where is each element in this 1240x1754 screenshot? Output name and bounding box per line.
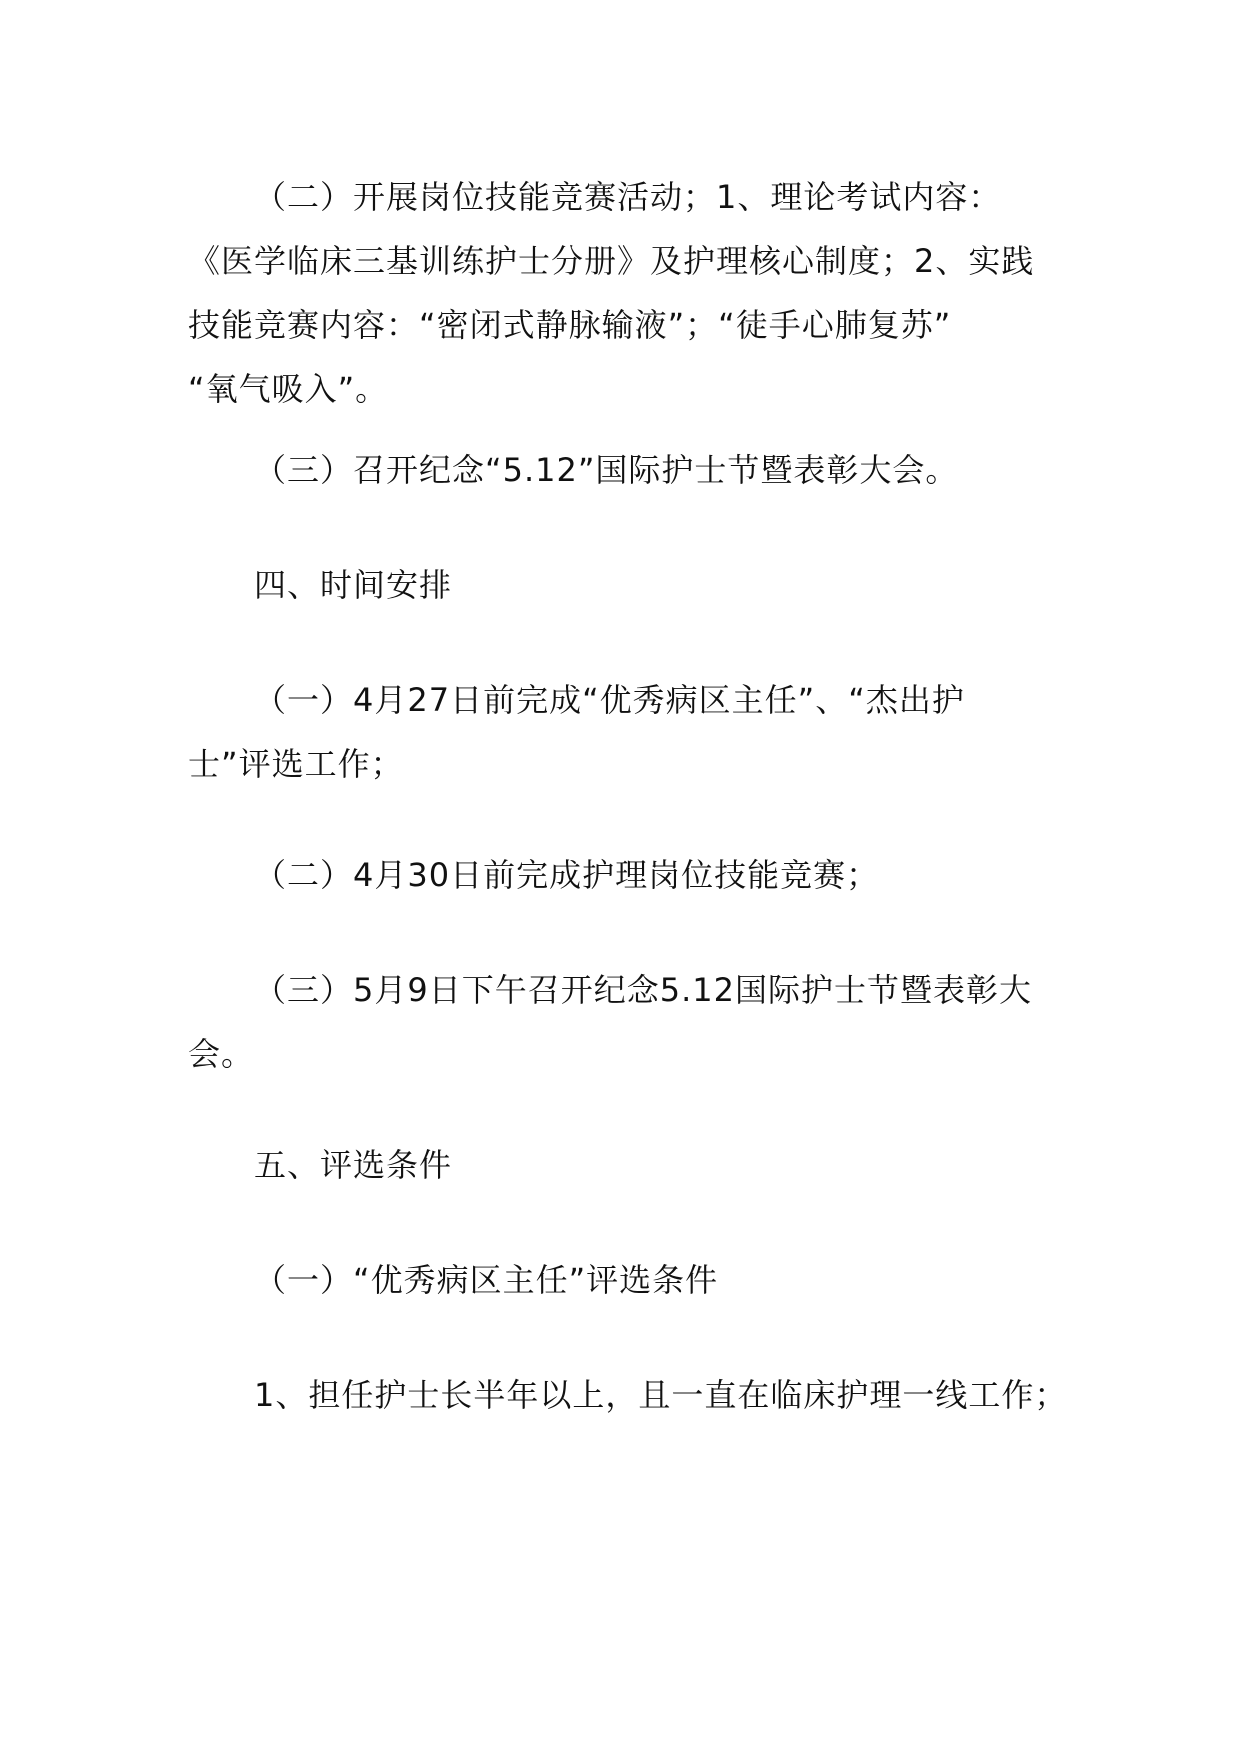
section-heading-criteria (188, 1133, 1058, 1197)
text-line: 《医学临床三基训练护士分册》及护理核心制度；2、实践 (188, 242, 1035, 280)
text-line: （二）开展岗位技能竞赛活动；1、理论考试内容： (254, 178, 1002, 216)
section-heading-schedule (188, 553, 1058, 617)
paragraph-schedule-2 (188, 843, 1058, 907)
paragraph-commemoration (188, 438, 1058, 502)
text-line: （三）召开纪念“5.12”国际护士节暨表彰大会。 (254, 451, 959, 489)
text-line: 会。 (188, 1035, 255, 1073)
paragraph-schedule-3 (188, 958, 1058, 1086)
criteria-item-1 (188, 1363, 1068, 1427)
text-line: （三）5月9日下午召开纪念5.12国际护士节暨表彰大 (254, 971, 1032, 1009)
text-line: 五、评选条件 (254, 1146, 453, 1184)
text-line: “氧气吸入”。 (188, 370, 389, 408)
text-line: 1、担任护士长半年以上，且一直在临床护理一线工作； (254, 1376, 1068, 1414)
paragraph-skill-competition (188, 165, 1058, 421)
text-line: （一）4月27日前完成“优秀病区主任”、“杰出护 (254, 681, 965, 719)
subheading-excellent-ward-director (188, 1248, 1058, 1312)
text-line: （二）4月30日前完成护理岗位技能竞赛； (254, 856, 880, 894)
paragraph-schedule-1 (188, 668, 1058, 796)
text-line: 士”评选工作； (188, 745, 404, 783)
text-line: （一）“优秀病区主任”评选条件 (254, 1261, 719, 1299)
text-line: 技能竞赛内容：“密闭式静脉输液”；“徒手心肺复苏” (188, 306, 952, 344)
text-line: 四、时间安排 (254, 566, 453, 604)
